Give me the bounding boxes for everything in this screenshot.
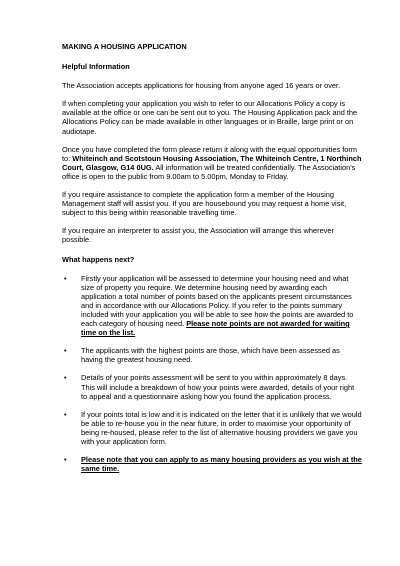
document-page	[62, 42, 362, 482]
return-form-paragraph	[62, 145, 362, 181]
allocations-policy-paragraph: If when completing your application you wish to refer to our Allocations Policy a copy is available at the office or one can be sent out to you. The Housing Application pack and the Allocations Policy can be made available in other languages or in Braille, large print or on audiotape.	[62, 99, 358, 136]
bullet-icon: •	[64, 409, 67, 419]
helpful-information-heading: Helpful Information	[62, 62, 130, 72]
bullet-icon: •	[64, 455, 67, 465]
list-item-low-points	[62, 410, 362, 446]
what-happens-next-heading: What happens next?	[62, 254, 135, 264]
bullet-icon: •	[64, 273, 67, 283]
bullet-icon: •	[64, 373, 67, 383]
bullet-icon: •	[64, 346, 67, 356]
next-steps-list	[62, 274, 362, 474]
highest-points-text: The applicants with the highest points are those, which have been assessed as having the greatest housing need.	[81, 346, 340, 365]
list-item-multiple-providers	[62, 455, 362, 473]
points-details-text: Details of your points assessment will be sent to you within approximately 8 days. This will include a breakdown of how your points were awarded, details of your right to appeal and a questionnaire asking how you found the application process.	[81, 373, 355, 401]
association-address: Whiteinch and Scotstoun Housing Association, The Whiteinch Centre, 1 Northinch Court, Glasgow, G14 0UG.	[62, 153, 362, 172]
list-item-highest-points	[62, 346, 362, 364]
document-title: MAKING A HOUSING APPLICATION	[62, 42, 187, 51]
return-form-tail: All information will be treated confidentially. The Association's office is open to the public from 9.00am to 5.00pm, Monday to Friday.	[62, 162, 356, 181]
age-eligibility-paragraph: The Association accepts applications for housing from anyone aged 16 years or over.	[62, 81, 341, 91]
list-item-assessment	[62, 274, 362, 338]
low-points-text: If your points total is low and it is indicated on the letter that it is unlikely that we would be able to re-house you in the near future, in order to maximise your opportunity of being re-housed, please refer to the list of alternative housing providers we gave you with your application form.	[81, 409, 362, 446]
multiple-providers-note: Please note that you can apply to as many housing providers as you wish at the same time.	[81, 455, 362, 474]
interpreter-paragraph: If you require an interpreter to assist you, the Association will arrange this wherever possible.	[62, 226, 334, 245]
assessment-text: Firstly your application will be assessed to determine your housing need and what size of property you require. We determine housing need by awarding each application a total number of points based on the applicants present circumstances and in accordance with our Allocations Policy. If you refer to the points summary included with your application you will be able to see how the points are awarded to each category of housing need.	[81, 273, 354, 329]
return-form-lead: Once you have completed the form please return it along with the equal opportunities form to:	[62, 144, 357, 163]
list-item-points-details	[62, 373, 362, 400]
waiting-time-note: Please note points are not awarded for waiting time on the list.	[81, 319, 350, 338]
assistance-paragraph: If you require assistance to complete the application form a member of the Housing Management staff will assist you. If you are housebound you may request a home visit, subject to this being within reasonable travelling time.	[62, 190, 347, 218]
